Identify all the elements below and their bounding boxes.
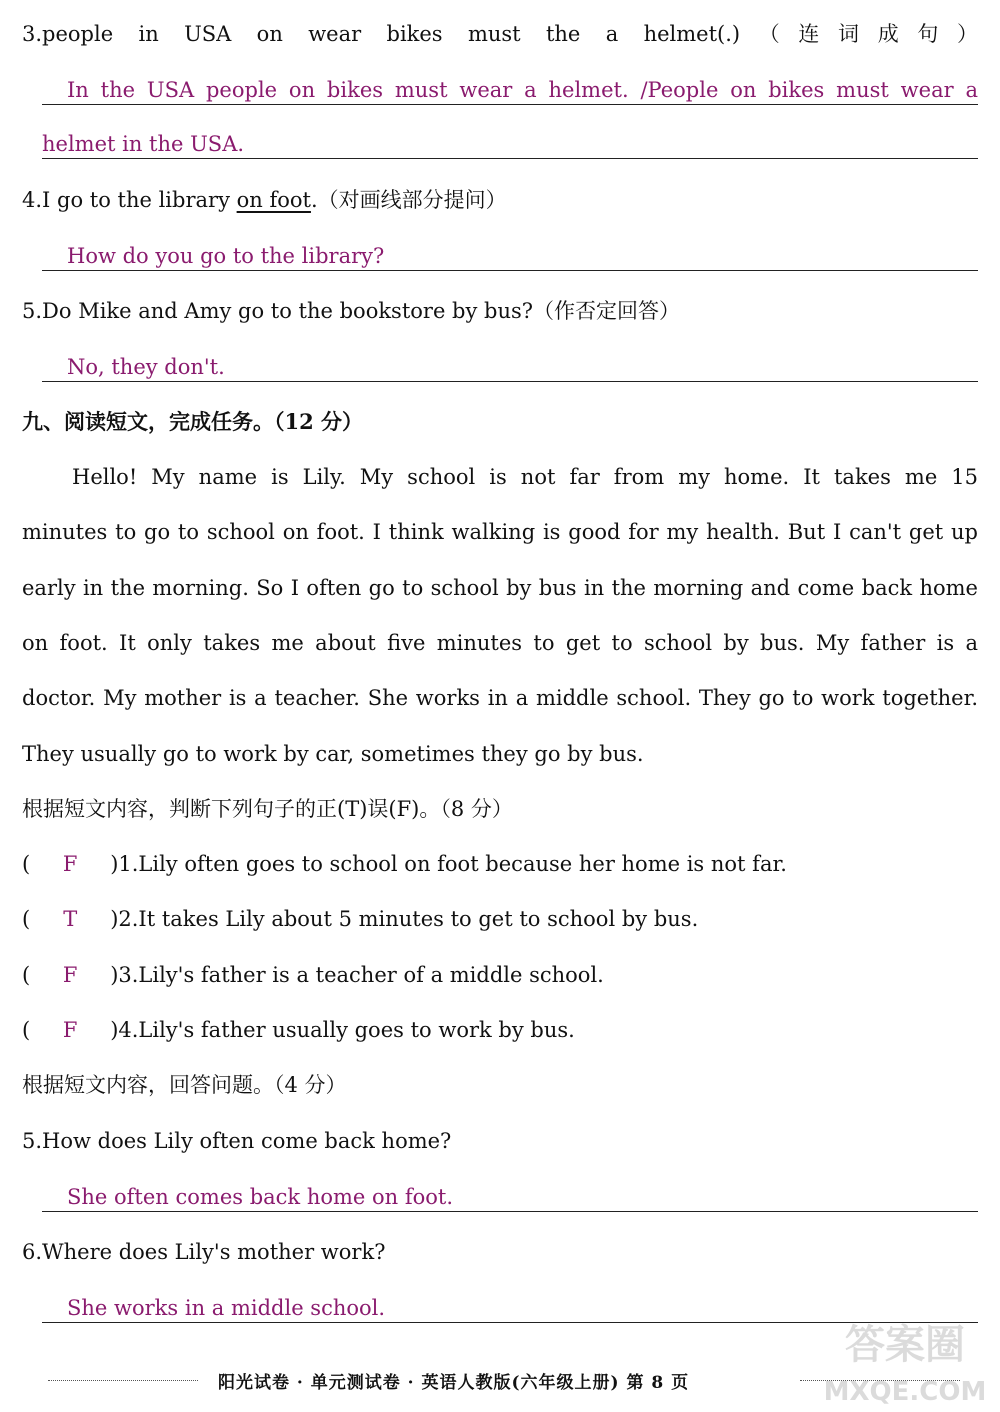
q3-word: 3.people	[22, 22, 114, 46]
tf-open-paren: (	[22, 963, 31, 987]
passage-line: early in the morning. So I often go to school by bus in the morning and come back home	[22, 576, 978, 600]
tf-instruction: 根据短文内容，判断下列句子的正(T)误(F)。（8 分）	[22, 797, 513, 821]
qa-question: 5.How does Lily often come back home?	[22, 1129, 452, 1153]
tf-answer-mark: T	[63, 907, 78, 931]
q4-prompt-after: .（对画线部分提问）	[310, 188, 507, 212]
q3-word: on	[256, 22, 283, 46]
q3-word: USA	[184, 22, 232, 46]
q4-prompt	[22, 186, 978, 214]
passage-line: They usually go to work by car, sometimes they go by bus.	[22, 742, 644, 766]
q3-prompt	[22, 20, 978, 48]
qa-instruction: 根据短文内容，回答问题。（4 分）	[22, 1073, 347, 1097]
section-9-heading: 九、阅读短文，完成任务。（12 分）	[22, 409, 364, 434]
q4-answer: How do you go to the library?	[67, 244, 385, 268]
watermark-bottom-text: MXQE.COM	[823, 1377, 987, 1407]
tf-answer-mark: F	[62, 1018, 78, 1042]
q5-answer: No, they don't.	[67, 355, 225, 379]
q3-answer-line-2	[42, 120, 978, 159]
q4-answer-line	[42, 232, 978, 271]
q3-answer-line-1	[42, 66, 978, 105]
footer-dotted-rule	[48, 1380, 198, 1381]
q3-word: a	[605, 22, 619, 46]
q3-word: wear	[308, 22, 362, 46]
tf-item	[22, 1016, 978, 1044]
q3-word: bikes	[386, 22, 443, 46]
passage-line: on foot. It only takes me about five minutes to get to school by bus. My father is a	[22, 631, 978, 655]
footer-text: 阳光试卷 · 单元测试卷 · 英语人教版(六年级上册) 第 8 页	[218, 1373, 690, 1393]
q4-prompt-before: 4.I go to the library	[22, 188, 237, 212]
tf-item	[22, 850, 978, 878]
passage-line: doctor. My mother is a teacher. She works in a middle school. They go to work together.	[22, 686, 978, 710]
tf-statement: )4.Lily's father usually goes to work by bus.	[110, 1018, 575, 1042]
q3-word: helmet(.)（连词成句）	[643, 22, 979, 46]
qa-answer: She works in a middle school.	[67, 1296, 386, 1320]
q3-answer-2: helmet in the USA.	[42, 132, 245, 156]
tf-statement: )2.It takes Lily about 5 minutes to get to school by bus.	[110, 907, 699, 931]
qa-answer-line	[42, 1173, 978, 1212]
q3-word: the	[545, 22, 581, 46]
tf-answer-mark: F	[62, 852, 78, 876]
q3-word: in	[138, 22, 159, 46]
tf-answer-mark: F	[62, 963, 78, 987]
tf-item	[22, 961, 978, 989]
q4-prompt-underlined: on foot	[236, 188, 311, 212]
q5-answer-line	[42, 343, 978, 382]
qa-question: 6.Where does Lily's mother work?	[22, 1240, 386, 1264]
tf-statement: )3.Lily's father is a teacher of a middle school.	[110, 963, 604, 987]
q5-prompt: 5.Do Mike and Amy go to the bookstore by bus?（作否定回答）	[22, 299, 681, 323]
qa-answer: She often comes back home on foot.	[67, 1185, 454, 1209]
tf-open-paren: (	[22, 907, 31, 931]
watermark-logo	[820, 1316, 990, 1408]
passage-line: minutes to go to school on foot. I think walking is good for my health. But I can't get up	[22, 520, 978, 544]
q3-word: must	[467, 22, 521, 46]
passage-line: Hello! My name is Lily. My school is not far from my home. It takes me 15	[72, 465, 978, 489]
tf-open-paren: (	[22, 1018, 31, 1042]
q3-answer-1: In the USA people on bikes must wear a helmet. /People on bikes must wear a	[67, 78, 978, 102]
watermark-top-text: 答案圈	[845, 1322, 965, 1368]
tf-open-paren: (	[22, 852, 31, 876]
tf-item	[22, 905, 978, 933]
tf-statement: )1.Lily often goes to school on foot because her home is not far.	[110, 852, 787, 876]
